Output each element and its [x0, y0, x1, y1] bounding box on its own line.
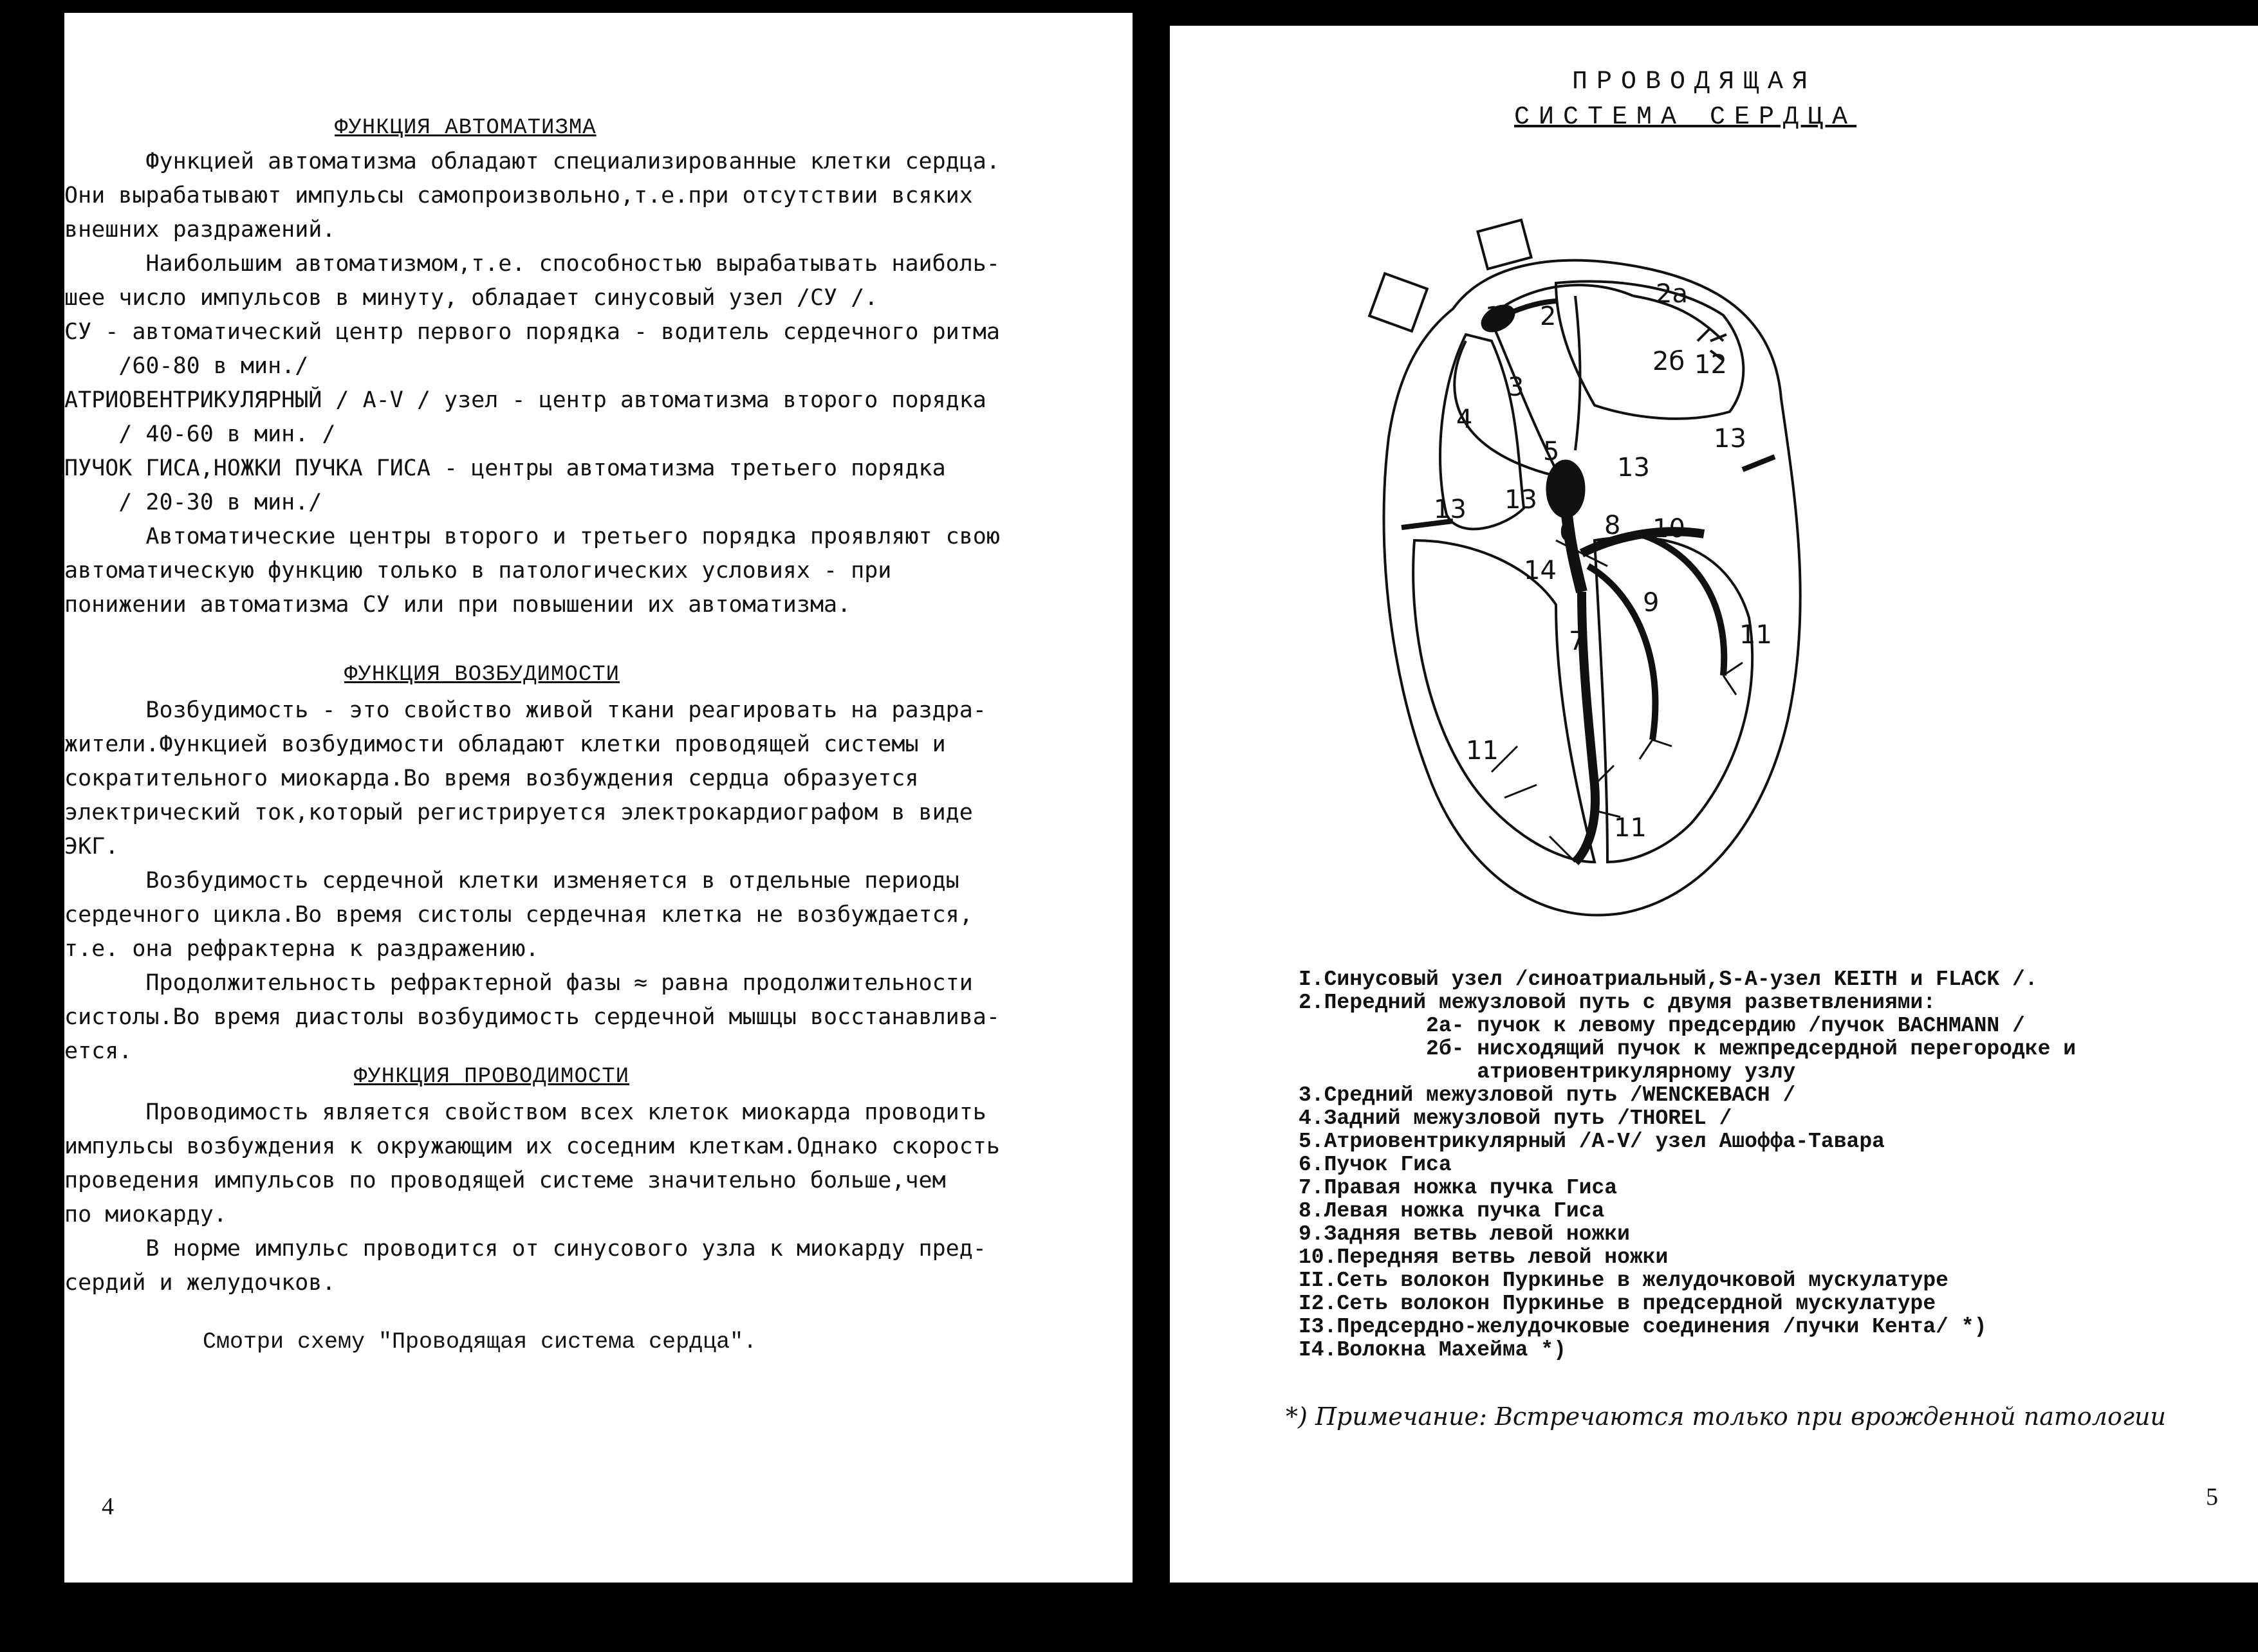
diagram-label-13b: 13: [1504, 485, 1537, 515]
diagram-label-4: 4: [1456, 405, 1473, 434]
diagram-label-6: 6: [1559, 517, 1576, 547]
conductivity-text: Проводимость является свойством всех клеток миокарда проводить импульсы возбуждения к окружающим их соседним клеткам.Однако скорость проведения импульсов по проводящей системе значительно больше,чем по миокарду. В норме импульс проводится от синусового узла к миокарду пред- сердий и желудочков.: [64, 1099, 1000, 1296]
legend-item-2a: 2а- пучок к левому предсердию /пучок BACHMANN /: [1299, 1014, 2025, 1038]
legend-item-2: 2.Передний межузловой путь с двумя разветвлениями:: [1299, 991, 1936, 1014]
diagram-label-13c: 13: [1617, 453, 1650, 482]
automatism-text: Функцией автоматизма обладают специализированные клетки сердца. Они вырабатывают импульсы самопроизвольно,т.е.при отсутствии всяких внешних раздражений. Наибольшим автоматизмом,т.е. способностью вырабатывать наиболь- шее число импульсов в минуту, обладает синусовый узел /СУ /. СУ - автоматический центр первого порядка - водитель сердечного ритма /60-80 в мин./ АТРИОВЕНТРИКУЛЯРНЫЙ / А-V / узел - центр автоматизма второго порядка / 40-60 в мин. / ПУЧОК ГИСА,НОЖКИ ПУЧКА ГИСА - центры автоматизма третьего порядка / 20-30 в мин./ Автоматические центры второго и третьего порядка проявляют свою автоматическую функцию только в патологических условиях - при понижении автоматизма СУ или при повышении их автоматизма.: [64, 149, 1000, 618]
heading-automatism: ФУНКЦИЯ АВТОМАТИЗМА: [335, 116, 597, 140]
diagram-label-11b: 11: [1466, 736, 1499, 766]
legend-item-6: 6.Пучок Гиса: [1299, 1153, 1452, 1177]
superior-vena-cava: [1477, 220, 1531, 269]
diagram-label-12: 12: [1694, 350, 1727, 380]
diagram-label-9: 9: [1643, 588, 1660, 618]
kent-bundle-left: [1743, 457, 1775, 470]
diagram-label-2b: 2б: [1652, 347, 1685, 376]
left-page: [64, 13, 1133, 1583]
heading-excitability: ФУНКЦИЯ ВОЗБУДИМОСТИ: [344, 663, 620, 687]
diagram-label-14: 14: [1524, 556, 1557, 585]
right-ventricle-wall: [1413, 540, 1595, 862]
heart-conduction-diagram: [1363, 206, 1826, 946]
legend-item-7: 7.Правая ножка пучка Гиса: [1299, 1176, 1618, 1200]
legend-item-4: 4.Задний межузловой путь /THOREL /: [1299, 1106, 1732, 1130]
see-scheme-text: Смотри схему "Проводящая система сердца".: [203, 1329, 757, 1355]
purkinje-network-right: [1492, 746, 1620, 862]
diagram-label-11c: 11: [1614, 813, 1647, 843]
diagram-label-13a: 13: [1434, 495, 1467, 524]
legend-item-8: 8.Левая ножка пучка Гиса: [1299, 1199, 1605, 1223]
legend-item-10: 10.Передняя ветвь левой ножки: [1299, 1245, 1669, 1269]
pulmonary-vein: [1369, 273, 1427, 331]
legend-item-3: 3.Средний межузловой путь /WENCKEBACH /: [1299, 1083, 1796, 1107]
legend-item-11: II.Сеть волокон Пуркинье в желудочковой мускулатуре: [1299, 1269, 1948, 1292]
legend-item-5: 5.Атриовентрикулярный /А-V/ узел Ашоффа-Тавара: [1299, 1130, 1885, 1153]
footnote-note: *) Примечание: Встречаются только при врожденной патологии: [1286, 1402, 2166, 1431]
legend-item-9: 9.Задняя ветвь левой ножки: [1299, 1222, 1630, 1246]
excitability-text: Возбудимость - это свойство живой ткани реагировать на раздра- жители.Функцией возбудимости обладают клетки проводящей системы и сократительного миокарда.Во время возбуждения сердца образуется электрический ток,который регистрируется электрокардиографом в виде ЭКГ. Возбудимость сердечной клетки изменяется в отдельные периоды сердечного цикла.Во время систолы сердечная клетка не возбуждается, т.е. она рефрактерна к раздражению. Продолжительность рефрактерной фазы ≈ равна продолжительности систолы.Во время диастолы возбудимость сердечной мышцы восстанавлива- ется.: [64, 697, 1000, 1064]
legend-item-2b-cont: атриовентрикулярному узлу: [1299, 1060, 1796, 1084]
diagram-label-3: 3: [1508, 372, 1524, 402]
heading-conductivity: ФУНКЦИЯ ПРОВОДИМОСТИ: [354, 1065, 630, 1089]
diagram-label-1: 1: [1485, 302, 1502, 331]
diagram-label-8: 8: [1604, 511, 1621, 540]
diagram-label-2a: 2а: [1656, 279, 1688, 309]
diagram-label-2: 2: [1540, 302, 1557, 331]
legend-item-2b: 2б- нисходящий пучок к межпредсердной перегородке и: [1299, 1037, 2076, 1061]
diagram-label-13d: 13: [1714, 424, 1746, 454]
page-number-left: 4: [102, 1493, 114, 1520]
diagram-label-7: 7: [1569, 627, 1586, 656]
book-gutter: [1133, 0, 1170, 1652]
diagram-label-5: 5: [1543, 437, 1560, 466]
legend-item-12: I2.Сеть волокон Пуркинье в предсердной мускулатуре: [1299, 1292, 1936, 1316]
right-page: [1170, 26, 2258, 1583]
diagram-title-line2: СИСТЕМА СЕРДЦА: [1514, 103, 1857, 132]
diagram-label-11a: 11: [1739, 620, 1772, 650]
legend-item-13: I3.Предсердно-желудочковые соединения /пучки Кента/ *): [1299, 1315, 1987, 1339]
diagram-title-line1: ПРОВОДЯЩАЯ: [1572, 68, 1817, 96]
legend-item-14: I4.Волокна Махейма *): [1299, 1338, 1566, 1362]
diagram-label-10: 10: [1652, 514, 1685, 544]
page-number-right: 5: [2206, 1483, 2218, 1510]
legend-item-1: I.Синусовый узел /синоатриальный,S-A-узел KEITH и FLACK /.: [1299, 968, 2038, 991]
